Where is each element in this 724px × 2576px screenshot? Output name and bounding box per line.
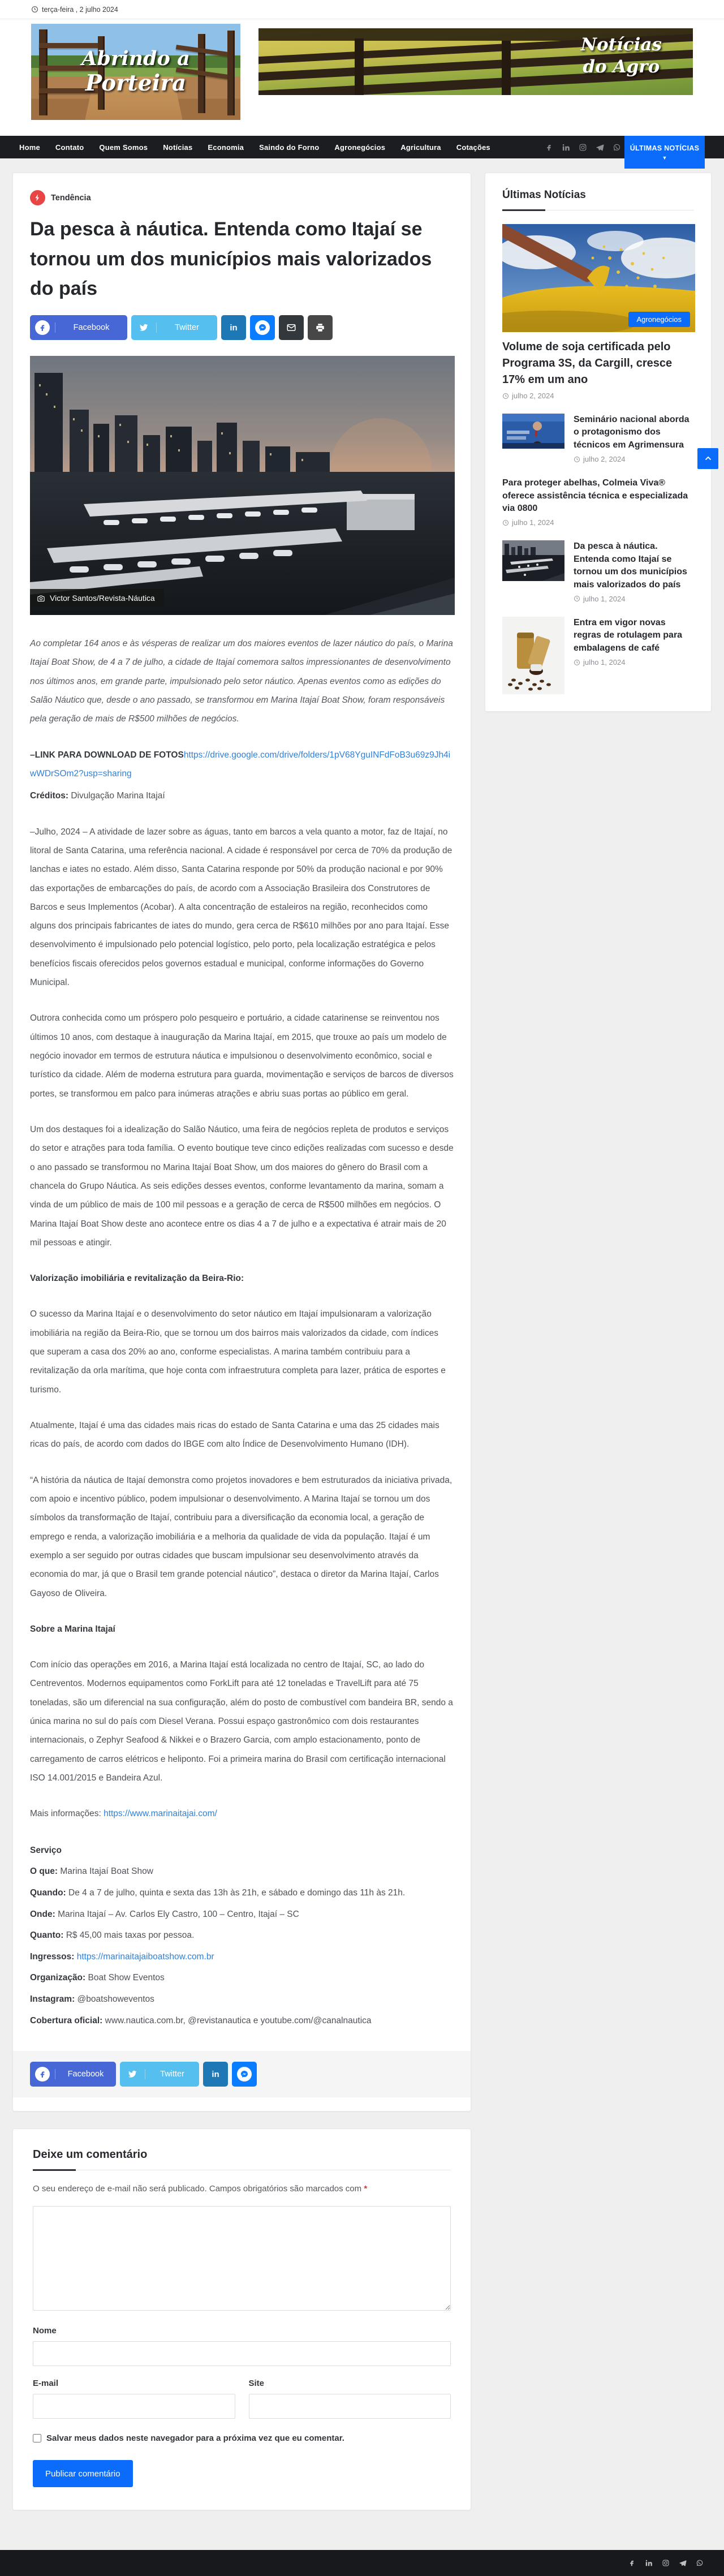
more-info-label: Mais informações:	[30, 1809, 104, 1819]
service-row: Quanto: R$ 45,00 mais taxas por pessoa.	[30, 1930, 195, 1941]
clock-icon	[31, 6, 38, 13]
download-link[interactable]: https://drive.google.com/drive/folders/1pV68YguINFdFoB3u69z9Jh4iwWDrSOm2?usp=sharing	[30, 750, 451, 779]
messenger-icon	[255, 320, 270, 335]
more-info-line	[30, 1804, 454, 1823]
facebook-share-label: Facebook	[73, 323, 110, 333]
name-label: Nome	[33, 2326, 57, 2336]
download-label: –LINK PARA DOWNLOAD DE FOTOS	[30, 750, 184, 760]
facebook-icon	[35, 320, 50, 335]
sidebar-item-title[interactable]: Volume de soja certificada pelo Programa 3S, da Cargill, cresce 17% em um ano	[502, 341, 673, 386]
nav-item-cotacoes[interactable]: Cotações	[456, 143, 490, 152]
email-label: E-mail	[33, 2379, 59, 2389]
publish-comment-button[interactable]: Publicar comentário	[33, 2460, 133, 2487]
share-buttons-top	[30, 315, 454, 340]
logo-text-line1: Abrindo a	[81, 47, 190, 71]
whatsapp-icon[interactable]	[696, 2559, 704, 2567]
nav-item-agricultura[interactable]: Agricultura	[400, 143, 441, 152]
paragraph: Com início das operações em 2016, a Marina Itajaí está localizada no centro de Itajaí, SC, ao lado do Centreventos. Modernos equipamentos como ForkLift para até 12 toneladas e TravelLift para até 75 toneladas, são um diferencial na sua configuração, além do posto de combustível com bandeira BR, sendo a única marina no sul do país com Diesel Verana. Possui espaço gastronômico com dois restaurantes internacionais, o Zephyr Seafood & Nikkei e o Brazero Garcia, com amplo estacionamento, ponto de carregamento de carros elétricos e heliponto. Foi a primeira marina do Brasil com certificação internacional ISO 14.001/2015 e Bandeira Azul.	[30, 1660, 453, 1783]
nav-item-home[interactable]: Home	[19, 143, 40, 152]
service-row: Quando: De 4 a 7 de julho, quinta e sexta das 13h às 21h, e sábado e domingo das 11h às 21h.	[30, 1887, 406, 1898]
site-logo-abrindo-a-porteira[interactable]	[31, 24, 240, 120]
whatsapp-icon[interactable]	[613, 143, 621, 152]
main-navigation	[0, 136, 724, 161]
section-heading-beira-rio: Valorização imobiliária e revitalização da Beira-Rio:	[30, 1274, 244, 1284]
sidebar-item-title[interactable]: Seminário nacional aborda o protagonismo dos técnicos em Agrimensura	[574, 415, 689, 450]
chevron-up-icon	[703, 454, 713, 464]
sidebar-item[interactable]	[502, 617, 694, 694]
chevron-down-icon: ▼	[662, 154, 667, 161]
image-caption	[30, 589, 164, 607]
comments-heading: Deixe um comentário	[33, 2148, 148, 2161]
linkedin-icon: in	[212, 2069, 219, 2079]
lead-paragraph: Ao completar 164 anos e às vésperas de realizar um dos maiores eventos de lazer náutico do país, o Marina Itajaí Boat Show, de 4 a 7 de julho, a cidade de Itajaí comemora saltos impressionantes de desenvolvimento nos últimos anos, em grande parte, impulsionado pelo setor náutico. Apenas eventos como as edições do Salão Náutico que, desde o ano passado, se transformou em Marina Itajaí Boat Show, foram responsáveis pela geração de mais de R$500 milhões de negócios.	[30, 639, 453, 724]
sidebar-item-date: julho 1, 2024	[574, 595, 694, 603]
sidebar-item-date: julho 1, 2024	[574, 658, 694, 666]
nav-item-agronegocios[interactable]: Agronegócios	[334, 143, 386, 152]
service-row: Cobertura oficial: www.nautica.com.br, @revistanautica e youtube.com/@canalnautica	[30, 2015, 372, 2025]
share-messenger-button[interactable]	[250, 315, 275, 340]
clock-icon	[574, 456, 580, 463]
featured-thumbnail-soy	[502, 224, 695, 332]
sidebar-item[interactable]	[502, 540, 694, 603]
twitter-icon	[131, 322, 156, 333]
sidebar-item-title[interactable]: Entra em vigor novas regras de rotulagem para embalagens de café	[574, 617, 683, 653]
site-footer	[0, 2550, 724, 2576]
item-thumbnail-seminar	[502, 414, 564, 449]
share-messenger-button[interactable]	[232, 2062, 257, 2087]
comment-textarea[interactable]	[33, 2206, 451, 2311]
linkedin-icon[interactable]	[562, 143, 570, 152]
site-header	[0, 19, 724, 136]
item-thumbnail-coffee	[502, 617, 564, 694]
nav-item-saindo-do-forno[interactable]: Saindo do Forno	[259, 143, 320, 152]
share-facebook-button[interactable]	[30, 315, 127, 340]
camera-icon	[37, 594, 45, 603]
nav-item-quem-somos[interactable]: Quem Somos	[99, 143, 148, 152]
sidebar-item-title[interactable]: Para proteger abelhas, Colmeia Viva® oferece assistência técnica e especializada via 0800	[502, 478, 688, 513]
comment-form-card	[12, 2128, 471, 2510]
marina-dusk-illustration	[30, 356, 455, 615]
facebook-share-label: Facebook	[67, 2070, 104, 2079]
facebook-icon	[35, 2067, 50, 2082]
facebook-icon[interactable]	[545, 143, 553, 152]
service-row: Instagram: @boatshoweventos	[30, 1994, 154, 2005]
category-link-tendencia[interactable]: Tendência	[51, 193, 91, 203]
twitter-share-label: Twitter	[160, 2070, 184, 2079]
download-line	[30, 746, 454, 784]
linkedin-icon: in	[230, 322, 238, 333]
share-linkedin-button[interactable]	[203, 2062, 228, 2087]
linkedin-icon[interactable]	[645, 2559, 653, 2567]
share-twitter-button[interactable]	[131, 315, 217, 340]
latest-news-label: ÚLTIMAS NOTÍCIAS	[630, 144, 700, 152]
section-heading-sobre: Sobre a Marina Itajaí	[30, 1624, 115, 1634]
date-text: terça-feira , 2 julho 2024	[42, 5, 118, 14]
share-twitter-button[interactable]	[120, 2062, 199, 2087]
article-card	[12, 173, 471, 2111]
nav-item-economia[interactable]: Economia	[208, 143, 244, 152]
telegram-icon[interactable]	[679, 2559, 687, 2567]
twitter-share-label: Twitter	[175, 323, 199, 333]
paragraph: –Julho, 2024 – A atividade de lazer sobre as águas, tanto em barcos a vela quanto a motor, faz de Itajaí, no litoral de Santa Catarina, uma referência nacional. A cidade é responsável por cerca de 70% da produção de lanchas e iates no estado. Além disso, Santa Catarina responde por 50% da produção nacional e por 90% das exportações de embarcações do país, de acordo com a Associação Brasileira dos Construtores de Barcos e seus Implementos (Acobar). A alta concentração de estaleiros na região, reconhecidos como alguns dos principais fabricantes de iates do mundo, gera cerca de R$610 milhões por ano para Itajaí. Esse desenvolvimento é impulsionado pelo potencial logístico, pelo porto, pela localização estratégica e pelos benefícios fiscais oferecidos pelos governos estadual e municipal, conforme informações do Governo Municipal.	[30, 827, 453, 988]
service-row: Onde: Marina Itajaí – Av. Carlos Ely Castro, 100 – Centro, Itajaí – SC	[30, 1909, 299, 1919]
nav-item-noticias[interactable]: Notícias	[163, 143, 193, 152]
share-print-button[interactable]	[308, 315, 333, 340]
latest-news-sidebar	[485, 173, 712, 712]
telegram-icon[interactable]	[596, 143, 604, 152]
service-row: O que: Marina Itajaí Boat Show	[30, 1867, 153, 1877]
clock-icon	[502, 393, 509, 399]
credits-line	[30, 786, 454, 805]
caption-text: Victor Santos/Revista-Náutica	[50, 594, 155, 603]
banner-noticias-do-agro[interactable]	[258, 28, 693, 95]
twitter-icon	[120, 2069, 145, 2079]
nav-item-contato[interactable]: Contato	[55, 143, 84, 152]
article-hero-image	[30, 356, 455, 615]
envelope-icon	[286, 322, 296, 333]
sidebar-item-date: julho 2, 2024	[502, 392, 694, 400]
sidebar-item-date: julho 1, 2024	[502, 518, 694, 527]
logo-text-line2: Porteira	[85, 70, 187, 96]
site-input[interactable]	[249, 2394, 451, 2419]
clock-icon	[574, 659, 580, 666]
credits-value: Divulgação Marina Itajaí	[68, 791, 165, 801]
service-row-tickets: Ingressos: https://marinaitajaiboatshow.com.br	[30, 1951, 214, 1962]
clock-icon	[574, 595, 580, 602]
current-date	[31, 6, 118, 14]
fence-post	[502, 41, 511, 95]
share-email-button[interactable]	[279, 315, 304, 340]
printer-icon	[315, 322, 325, 333]
comment-policy-note: O seu endereço de e-mail não será publicado. Campos obrigatórios são marcados com *	[33, 2184, 368, 2194]
save-data-label: Salvar meus dados neste navegador para a próxima vez que eu comentar.	[46, 2433, 344, 2444]
email-input[interactable]	[33, 2394, 235, 2419]
fence-post	[355, 38, 364, 95]
share-linkedin-button[interactable]	[221, 315, 246, 340]
category-badge[interactable]: Agronegócios	[628, 312, 691, 327]
tickets-link[interactable]: https://marinaitajaiboatshow.com.br	[74, 1951, 214, 1962]
sidebar-item[interactable]	[502, 477, 694, 527]
paragraph: Um dos destaques foi a idealização do Salão Náutico, uma feira de negócios repleta de produtos e serviços do setor e atrações para toda família. O evento boutique teve cinco edições realizadas com sucesso e desde o ano passado se transformou no Marina Itajaí Boat Show, um dos maiores do gênero do Brasil com a chancela do Grupo Náutica. As seis edições desses eventos, conforme levantamento da marina, somam a vinda de um público de mais de 100 mil pessoas e a geração de cerca de R$500 milhões em negócios. O Marina Itajaí Boat Show deste ano acontece entre os dias 4 a 7 de julho e a expectativa é atrair mais de 20 mil pessoas e atingir.	[30, 1124, 454, 1248]
facebook-icon[interactable]	[628, 2559, 636, 2567]
save-data-checkbox[interactable]	[33, 2434, 41, 2442]
instagram-icon[interactable]	[662, 2559, 670, 2567]
article-title: Da pesca à náutica. Entenda como Itajaí se tornou um dos municípios mais valorizados do país	[30, 218, 432, 300]
banner-text-line1: Notícias	[580, 35, 662, 55]
sidebar-heading: Últimas Notícias	[502, 189, 586, 201]
trending-bolt-icon	[30, 190, 45, 205]
paragraph: Atualmente, Itajaí é uma das cidades mais ricas do estado de Santa Catarina e uma das 25 cidades mais ricas do país, de acordo com dados do IBGE com alto Índice de Desenvolvimento Humano (IDH).	[30, 1421, 439, 1450]
item-thumbnail-marina	[502, 540, 564, 581]
sidebar-featured-item[interactable]	[502, 224, 694, 400]
instagram-icon[interactable]	[579, 143, 587, 152]
sidebar-item-date: julho 2, 2024	[574, 455, 694, 463]
credits-label: Créditos:	[30, 791, 69, 801]
site-label: Site	[248, 2379, 265, 2389]
top-bar	[0, 0, 724, 19]
required-asterisk: *	[364, 2184, 368, 2194]
paragraph: Outrora conhecida como um próspero polo pesqueiro e portuário, a cidade catarinense se reinventou nos últimos 10 anos, com destaque à inauguração da Marina Itajaí, em 2015, que trouxe ao país um modelo de negócio inovador em termos de estrutura náutica e impulsionou o desenvolvimento econômico, social e turístico da cidade. Além de moderna estrutura para guarda, movimentação e serviços de barcos de diversos portes, se transformou em palco para inúmeras atrações e abriu suas portas ao público em geral.	[30, 1013, 454, 1099]
service-row: Organização: Boat Show Eventos	[30, 1973, 165, 1983]
more-info-link[interactable]: https://www.marinaitajai.com/	[104, 1809, 217, 1819]
share-facebook-button[interactable]	[30, 2062, 116, 2087]
banner-text-line2: do Agro	[583, 56, 660, 77]
latest-news-button[interactable]	[624, 136, 705, 169]
back-to-top-button[interactable]	[697, 448, 718, 469]
service-heading: Serviço	[30, 1845, 62, 1855]
name-input[interactable]	[33, 2341, 451, 2366]
share-buttons-bottom	[13, 2051, 471, 2097]
service-block	[30, 1840, 454, 2031]
messenger-icon	[237, 2067, 252, 2082]
article-body	[30, 634, 454, 2031]
paragraph: “A história da náutica de Itajaí demonstra como projetos inovadores e bem estruturados da iniciativa privada, com apoio e incentivo público, podem impulsionar o desenvolvimento. A Marina Itajaí se tornou um dos símbolos da transformação de Itajaí, contribuiu para a diversificação da economia local, a geração de emprego e renda, a valorização imobiliária e a melhoria da qualidade de vida da população. Itajaí é um exemplo a ser seguido por outras cidades que buscam impulsionar seu desenvolvimento através da economia do mar, já que o Brasil tem grande potencial náutico”, destaca o diretor da Marina Itajaí, Carlos Gayoso de Oliveira.	[30, 1475, 453, 1598]
clock-icon	[502, 519, 509, 526]
paragraph: O sucesso da Marina Itajaí e o desenvolvimento do setor náutico em Itajaí impulsionaram a valorização imobiliária na região da Beira-Rio, que se tornou um dos bairros mais valorizados da cidade, com índices que superam a casa dos 20% ao ano, conforme especialistas. A marina também contribuiu para a revitalização da orla marítima, que hoje conta com infraestrutura completa para lazer, prática de esportes e turismo.	[30, 1309, 446, 1395]
sidebar-item[interactable]	[502, 414, 694, 463]
sidebar-item-title[interactable]: Da pesca à náutica. Entenda como Itajaí se tornou um dos municípios mais valorizados do país	[574, 541, 687, 590]
